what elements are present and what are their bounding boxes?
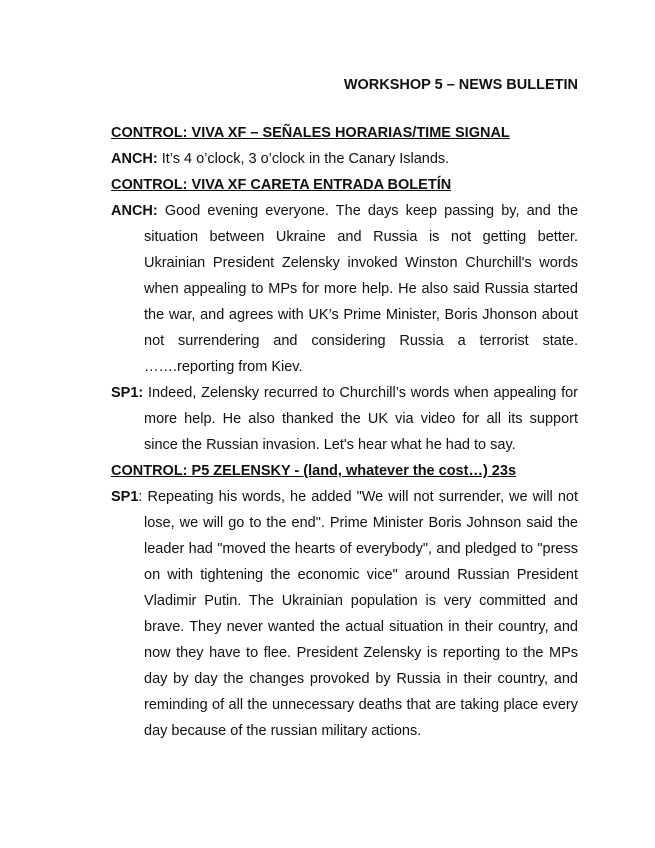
speaker-label: ANCH: [111,151,158,167]
speech-text: It’s 4 o’clock, 3 o’clock in the Canary Islands. [161,151,450,167]
control-cue-bulletin-intro: CONTROL: VIVA XF CARETA ENTRADA BOLETÍN [111,177,452,193]
speaker-label: SP1 [111,489,139,505]
speaker-label: SP1: [111,385,144,401]
control-cue-time-signal: CONTROL: VIVA XF – SEÑALES HORARIAS/TIME SIGNAL [111,125,510,141]
anchor-intro-paragraph [111,198,578,380]
speech-text: : Repeating his words, he added "We will not surrender, we will not lose, we will go to the end". Prime Minister Boris Johnson said the leader had "moved the hearts of everybody", and pledged to "press on with tightening the economic vice" around Russian President Vladimir Putin. The Ukrainian population is very committed and brave. They never wanted the actual situation in their country, and now they have to flee. President Zelensky is reporting to the MPs day by day the changes provoked by Russia in their country, and reminding of all the unnecessary deaths that are taking place every day because of the russian military actions. [138,489,578,739]
anchor-line-time [111,146,578,172]
speech-text: Good evening everyone. The days keep passing by, and the situation between Ukraine and Russia is not getting better. Ukrainian President Zelensky invoked Winston Churchill's words when appealing to MPs for more help. He also said Russia started the war, and agrees with UK’s Prime Minister, Boris Jhonson about not surrendering and considering Russia a terrorist state. …….reporting from Kiev. [144,203,579,375]
speaker-label: ANCH: [111,203,158,219]
document-title: WORKSHOP 5 – NEWS BULLETIN [343,77,578,93]
sp1-paragraph-2 [111,484,578,744]
speech-text: Indeed, Zelensky recurred to Churchill’s words when appealing for more help. He also thanked the UK via video for all its support since the Russian invasion. Let's hear what he had to say. [144,385,578,453]
control-cue-zelensky-clip: CONTROL: P5 ZELENSKY - (land, whatever the cost…) 23s [111,463,517,479]
sp1-paragraph-1 [111,380,578,458]
script-body [111,120,578,744]
